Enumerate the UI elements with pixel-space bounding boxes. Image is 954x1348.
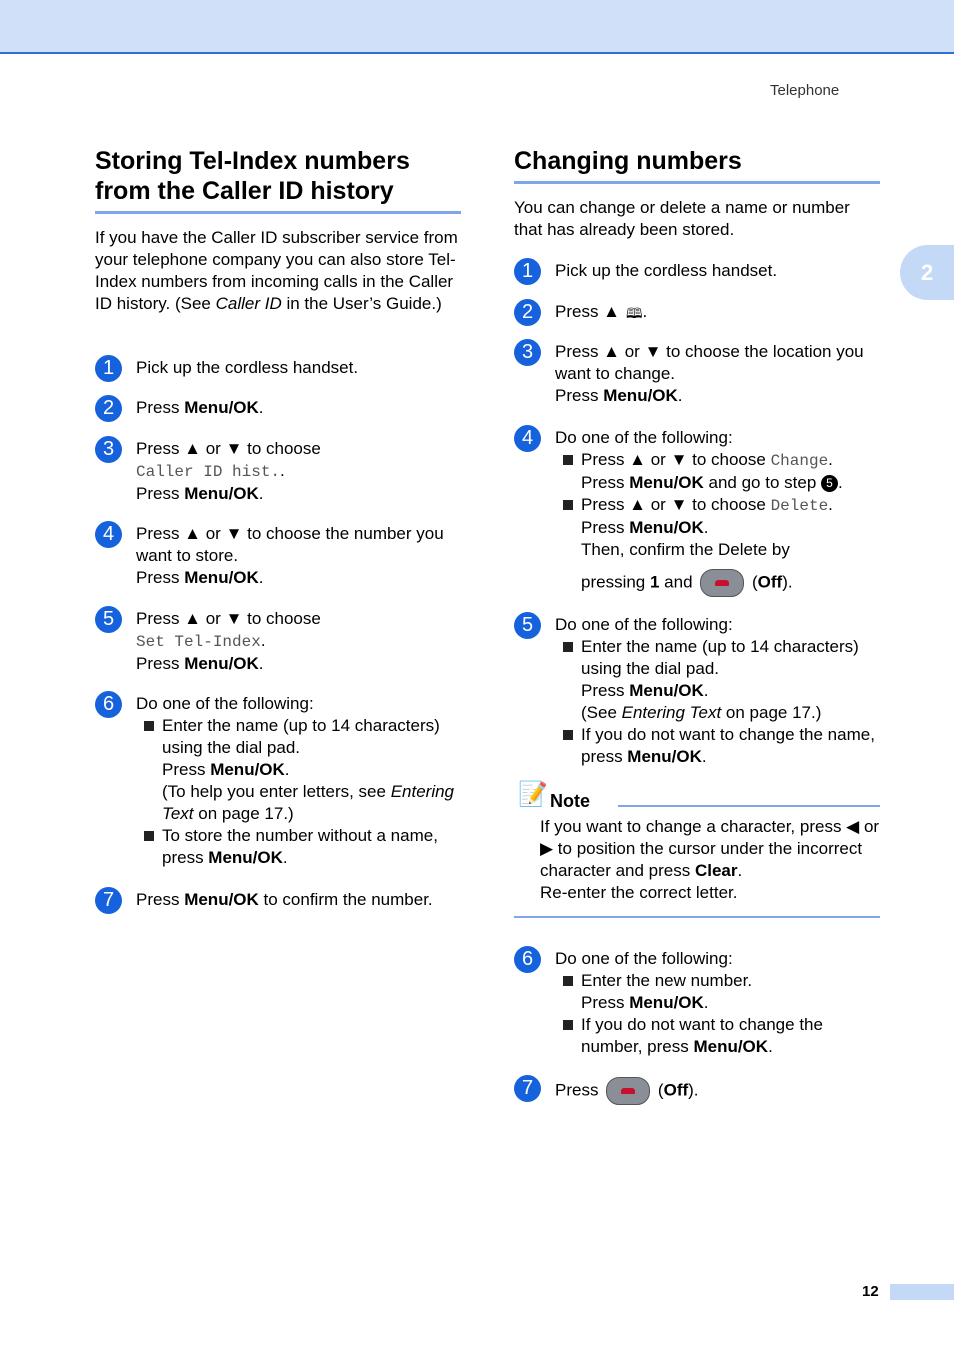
top-banner [0, 0, 954, 54]
step-4: 4 Do one of the following: Press ▲ or ▼ to choose Change. Press Menu/OK and go to step 5 . Press ▲ or ▼ to choose Delete. Press Menu/OK. Then, confirm the Delete by pressing 1 and (Off). [514, 427, 880, 597]
step-number: 1 [514, 258, 541, 285]
footer-bar [890, 1284, 954, 1300]
step-4: 4 Press ▲ or ▼ to choose the number you want to store. Press Menu/OK. [95, 523, 461, 589]
step-number: 3 [514, 339, 541, 366]
bullet-item: To store the number without a name, press Menu/OK. [136, 825, 461, 869]
step-7: 7 Press (Off). [514, 1077, 880, 1105]
step-2: 2 Press Menu/OK. [95, 397, 461, 419]
step-5: 5 Do one of the following: Enter the name (up to 14 characters) using the dial pad. Press Menu/OK. (See Entering Text on page 17.) If you do not want to change the name, press Menu/OK. [514, 614, 880, 768]
intro-paragraph: You can change or delete a name or number that has already been stored. [514, 198, 850, 239]
step-3: 3 Press ▲ or ▼ to choose the location you want to change. Press Menu/OK. [514, 341, 880, 407]
step-number: 2 [514, 299, 541, 326]
step-number: 5 [95, 606, 122, 633]
chapter-tab: 2 [900, 245, 954, 300]
step-1: 1 Pick up the cordless handset. [95, 357, 461, 379]
step-number: 4 [514, 425, 541, 452]
step-6: 6 Do one of the following: Enter the new number. Press Menu/OK. If you do not want to change the number, press Menu/OK. [514, 948, 880, 1058]
bullet-item: Enter the name (up to 14 characters) using the dial pad. Press Menu/OK. (To help you enter letters, see Entering Text on page 17.) [136, 715, 461, 825]
step-reference: 5 [821, 475, 838, 492]
bullet-item: Enter the new number. Press Menu/OK. [555, 970, 880, 1014]
step-number: 6 [95, 691, 122, 718]
section-heading-left: Storing Tel-Index numbers from the Caller ID history [95, 147, 410, 205]
step-number: 7 [95, 887, 122, 914]
intro-paragraph: If you have the Caller ID subscriber service from your telephone company you can also store Tel-Index numbers from incoming calls in the Caller ID history. (See Caller ID in the User’s Guide.) [95, 228, 458, 313]
step-6: 6 Do one of the following: Enter the name (up to 14 characters) using the dial pad. Press Menu/OK. (To help you enter letters, see Entering Text on page 17.) To store the number without a name, press Menu/OK. [95, 693, 461, 869]
step-1: 1 Pick up the cordless handset. [514, 260, 880, 282]
lcd-text: Delete [770, 497, 829, 515]
heading-rule [514, 181, 880, 184]
step-7: 7 Press Menu/OK to confirm the number. [95, 889, 461, 911]
step-2: 2 Press ▲ 🕮. [514, 301, 880, 324]
heading-rule [95, 211, 461, 214]
step-number: 5 [514, 612, 541, 639]
off-key-icon [700, 569, 744, 597]
lcd-text: Set Tel-Index [136, 633, 261, 651]
step-number: 4 [95, 521, 122, 548]
step-5: 5 Press ▲ or ▼ to choose Set Tel-Index. Press Menu/OK. [95, 608, 461, 675]
bullet-item: If you do not want to change the name, press Menu/OK. [555, 724, 880, 768]
bullet-item: Press ▲ or ▼ to choose Delete. Press Menu/OK. Then, confirm the Delete by pressing 1 and (Off). [555, 494, 880, 597]
step-number: 7 [514, 1075, 541, 1102]
lcd-text: Change [770, 452, 829, 470]
step-number: 1 [95, 355, 122, 382]
book-icon: 🕮 [626, 304, 643, 321]
note-label: Note [550, 791, 590, 811]
section-heading-right: Changing numbers [514, 147, 742, 175]
lcd-text: Caller ID hist. [136, 463, 281, 481]
note-rule [618, 805, 880, 807]
step-number: 2 [95, 395, 122, 422]
note-pencil-icon: 📝 [518, 781, 548, 808]
bullet-item: If you do not want to change the number, press Menu/OK. [555, 1014, 880, 1058]
step-number: 3 [95, 436, 122, 463]
running-header: Telephone [770, 82, 840, 99]
step-number: 6 [514, 946, 541, 973]
note-bottom-rule [514, 916, 880, 918]
note-text: If you want to change a character, press ◀ or ▶ to position the cursor under the incorrect character and press Clear. Re-enter the correct letter. [540, 817, 880, 902]
bullet-item: Press ▲ or ▼ to choose Change. Press Menu/OK and go to step 5 . [555, 449, 880, 494]
page-number: 12 [862, 1283, 879, 1300]
off-key-icon [606, 1077, 650, 1105]
note-box [514, 781, 880, 918]
step-3: 3 Press ▲ or ▼ to choose Caller ID hist.. Press Menu/OK. [95, 438, 461, 505]
bullet-item: Enter the name (up to 14 characters) using the dial pad. Press Menu/OK. (See Entering Text on page 17.) [555, 636, 880, 724]
